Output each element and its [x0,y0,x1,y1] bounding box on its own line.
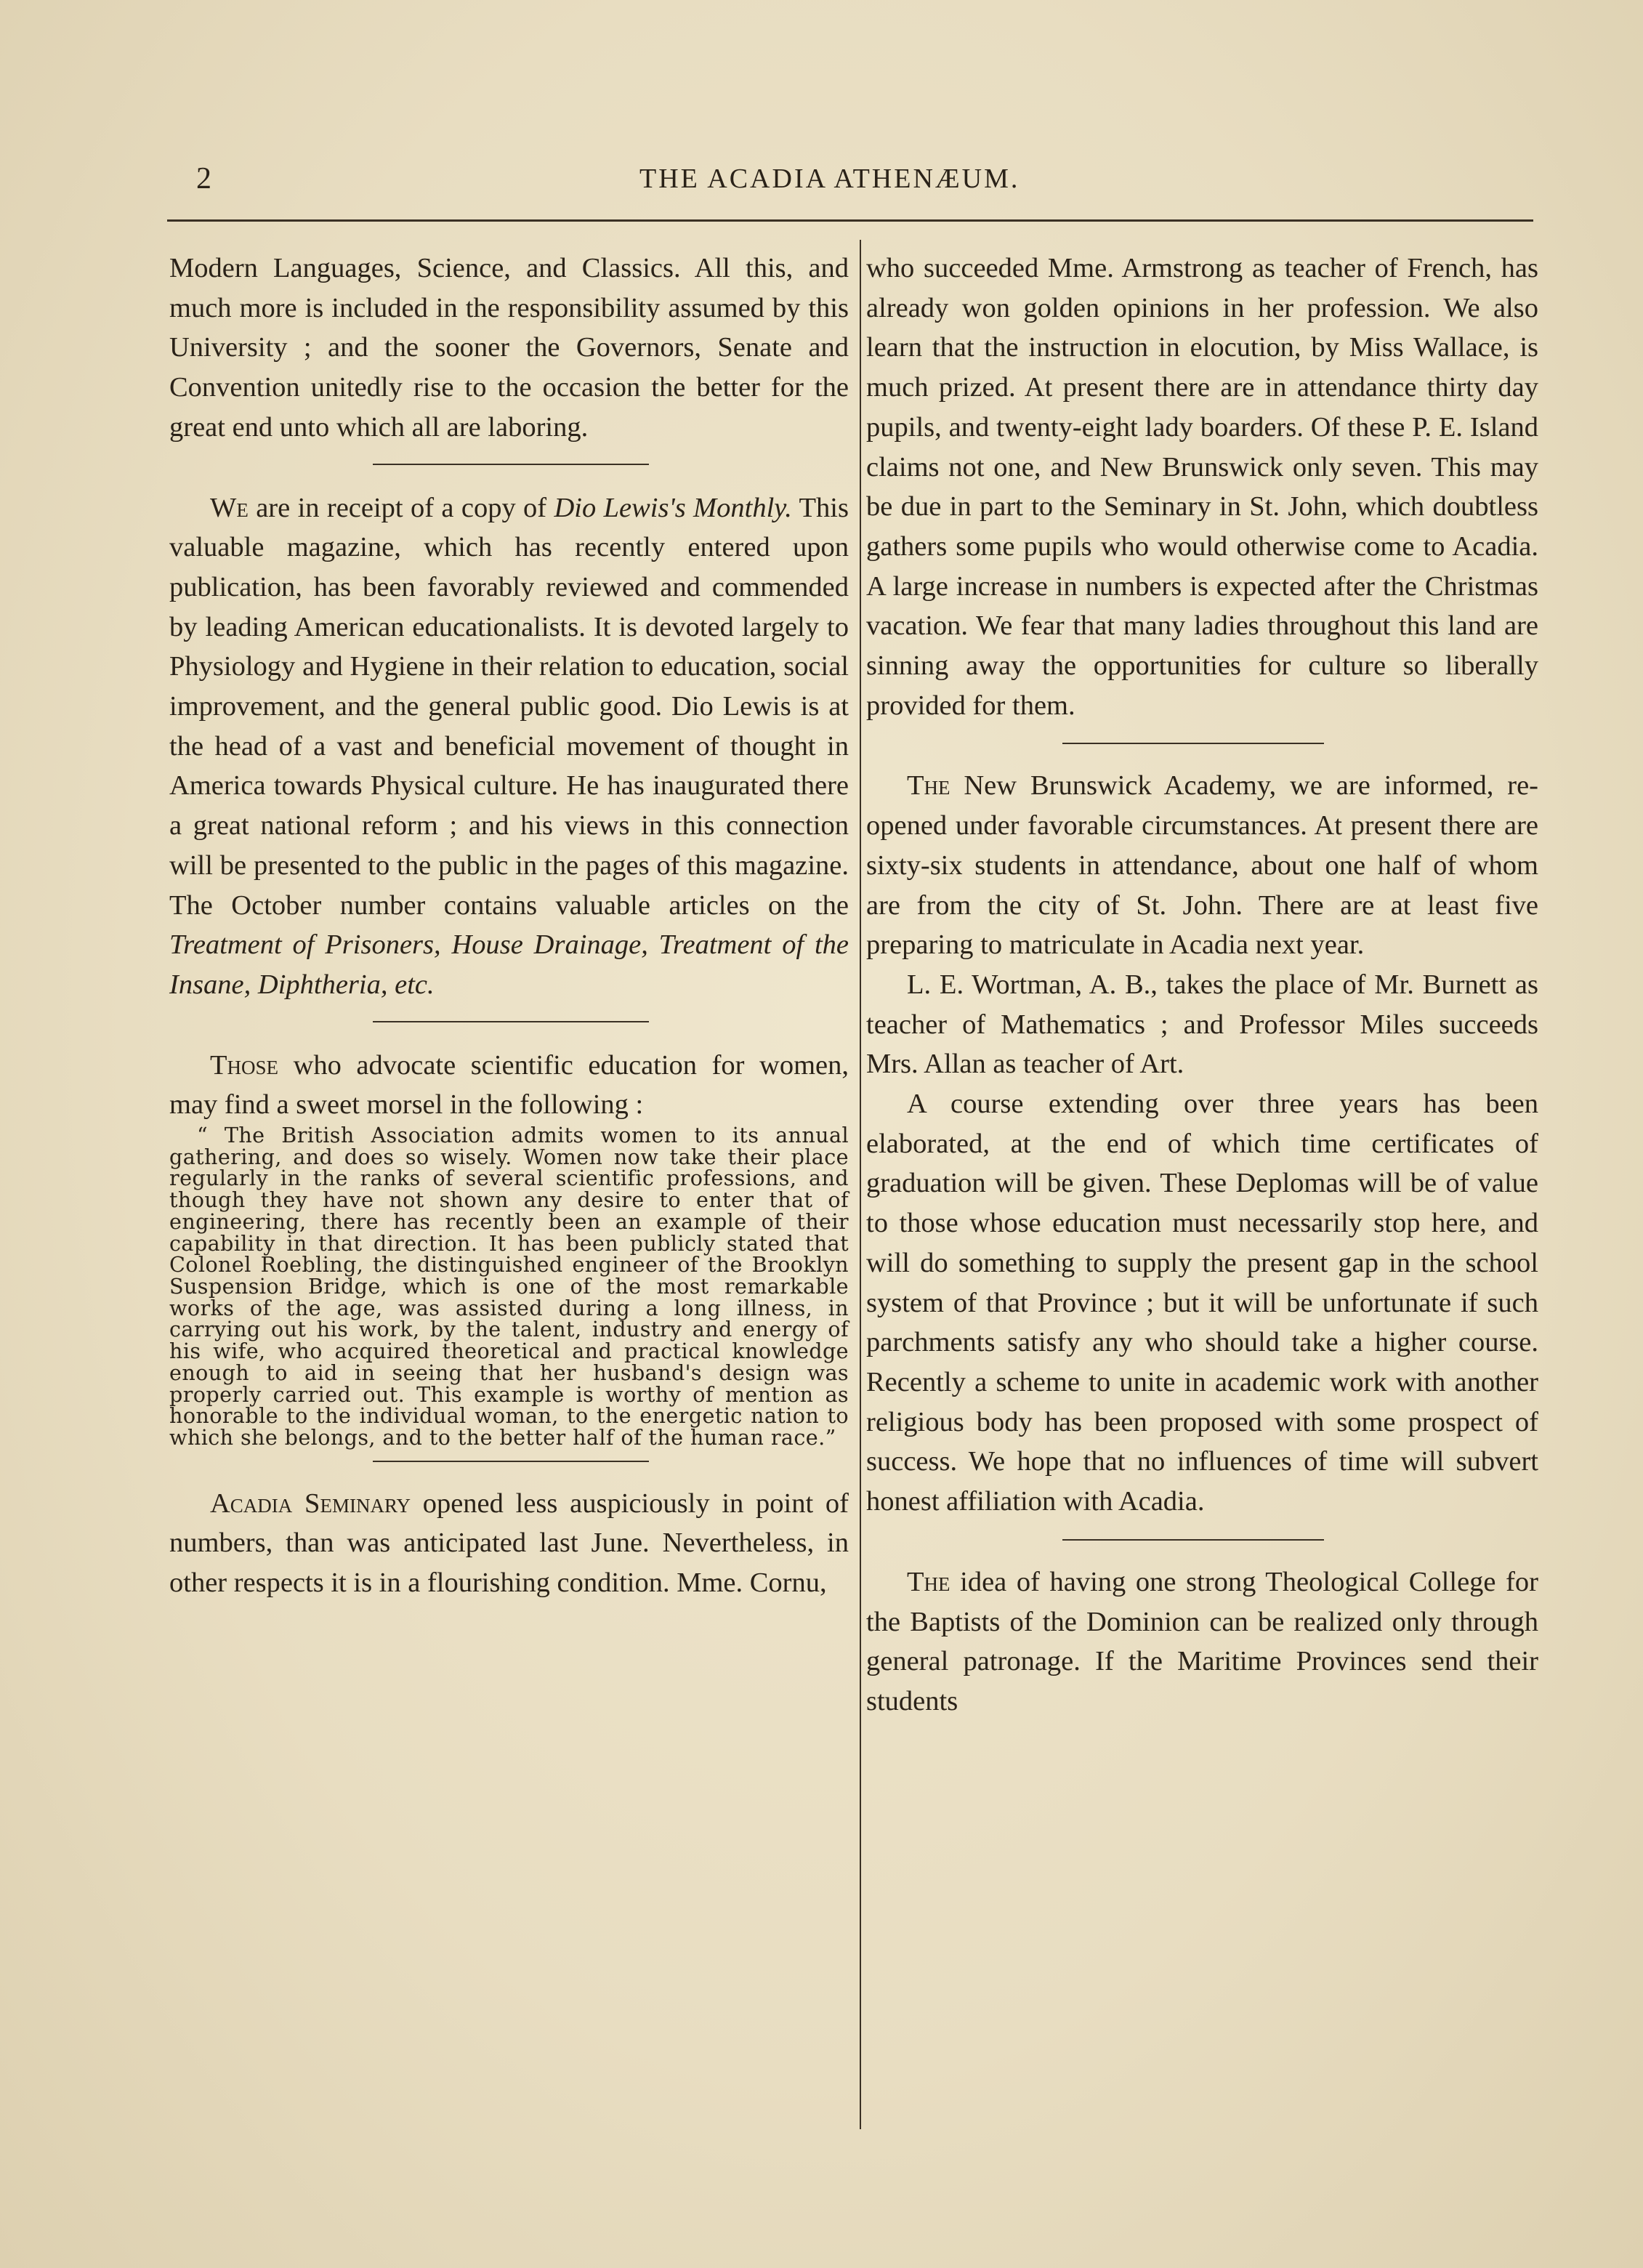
lead-word: We [210,492,249,523]
section-separator [373,1461,649,1462]
running-head [196,161,1533,205]
block-quote: “ The British Association admits women to its annual gathering, and does so wisely. Women now take their place regularly in the ranks of several scientific professions, and though they have not shown any desire to enter that of engineering, there has recently been an example of their capability in that direction. It has been publicly stated that Colonel Roebling, the distinguished engineer of the Brooklyn Suspension Bridge, which is one of the most remarkable works of the age, was assisted during a long illness, in carrying out his work, by the talent, industry and energy of his wife, who acquired theoretical and practical knowledge enough to aid in seeing that her husband's design was properly carried out. This example is worthy of mention as honorable to the individual woman, to the energetic nation to which she belongs, and to the better half of the human race.” [169,1123,849,1450]
text-run: are in receipt of a copy of [248,492,554,523]
paragraph-seminary [169,1484,849,1603]
header-rule [167,219,1533,222]
text-run: who advocate scientific education for women, may find a sweet morsel in the following : [169,1049,849,1121]
paragraph-nb-academy [866,766,1538,965]
paragraph-seminary-cont: who succeeded Mme. Armstrong as teacher of French, has already won golden opinions in her profession. We also learn that the instruction in elocution, by Miss Wallace, is much prized. At present there are in attendance thirty day pupils, and twenty-eight lady boarders. Of these P. E. Island claims not one, and New Brunswick only seven. This may be due in part to the Seminary in St. John, which doubtless gathers some pupils who would otherwise come to Acadia. A large increase in numbers is expected after the Christmas vacation. We fear that many ladies throughout this land are sinning away the opportunities for culture so liberally provided for them. [866,253,1538,721]
lead-word: The [907,770,950,802]
lead-word: The [907,1566,950,1597]
text-run: This valuable magazine, which has recently entered upon publication, has been favorably reviewed and commended by leading American educationalists. It is devoted largely to Physiology and Hygiene in their relation to education, social improvement, and the general public good. Dio Lewis is at the head of a vast and beneficial movement of thought in America towards Physical culture. He has inaugurated there a great national reform ; and his views in this connection will be presented to the public in the pages of this magazine. The October number contains valuable articles on the [169,492,849,921]
paragraph-theological-college [866,1562,1538,1722]
italic-articles: Treatment of Prisoners, House Drainage, Treatment of the Insane, Diphtheria, etc. [169,929,849,1000]
text-run: New Brunswick Academy, we are informed, re-opened under favorable circumstances. At present there are sixty-six students in attendance, about one half of whom are from the city of St. John. There are at least five preparing to matriculate in Acadia next year. [866,770,1538,961]
right-column [866,249,1538,1722]
section-separator [1062,1539,1324,1541]
italic-title: Dio Lewis's Monthly. [554,492,792,523]
section-separator [373,464,649,465]
paragraph-wortman: L. E. Wortman, A. B., takes the place of Mr. Burnett as teacher of Mathematics ; and Professor Miles succeeds Mrs. Allan as teacher of Art. [866,969,1538,1080]
paragraph-dio-lewis [169,488,849,1005]
paragraph-course: A course extending over three years has been elaborated, at the end of which time certificates of graduation will be given. These Deplomas will be of value to those whose education must necessarily stop here, and will do something to supply the present gap in the school system of that Province ; but it will be unfortunate if such parchments satisfy any who should take a higher course. Recently a scheme to unite in academic work with another religious body has been proposed with some prospect of success. We hope that no influences of time will subvert honest affiliation with Acadia. [866,1089,1538,1517]
left-column [169,249,849,1603]
section-separator [373,1021,649,1022]
journal-title: THE ACADIA ATHENÆUM. [639,164,1020,194]
lead-word: Those [210,1049,279,1081]
page-number: 2 [196,162,211,195]
section-separator [1062,743,1324,744]
paragraph-women-education [169,1046,849,1125]
column-divider [860,240,861,2129]
text-run: idea of having one strong Theological College for the Baptists of the Dominion can be realized only through general patronage. If the Maritime Provinces send their students [866,1566,1538,1716]
text-run: opened less auspiciously in point of numbers, than was anticipated last June. Nevertheless, in other respects it is in a flourishing condition. Mme. Cornu, [169,1488,849,1599]
lead-word: Acadia Seminary [210,1488,411,1519]
paragraph-languages: Modern Languages, Science, and Classics. All this, and much more is included in the responsibility assumed by this University ; and the sooner the Governors, Senate and Convention unitedly rise to the occasion the better for the great end unto which all are laboring. [169,253,849,443]
